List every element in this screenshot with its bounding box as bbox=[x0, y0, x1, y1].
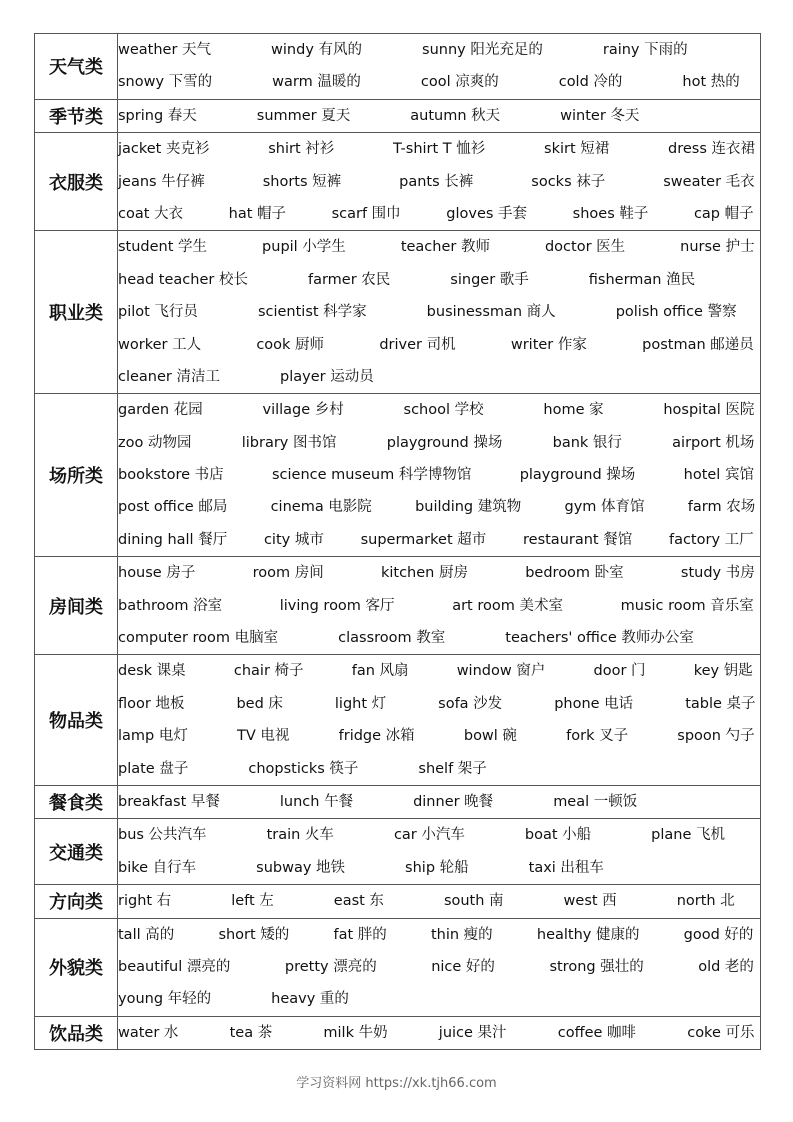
word-line bbox=[118, 951, 760, 983]
vocab-entry: gym 体育馆 bbox=[564, 499, 645, 516]
vocabulary-table-body bbox=[35, 34, 761, 1050]
vocab-entry: strong 强壮的 bbox=[549, 958, 644, 975]
vocab-entry: factory 工厂 bbox=[668, 531, 754, 548]
category-label: 外貌类 bbox=[35, 918, 118, 1016]
vocab-entry: bank 银行 bbox=[552, 434, 622, 451]
category-words bbox=[118, 394, 761, 557]
category-row bbox=[35, 1016, 761, 1049]
vocab-entry: plane 飞机 bbox=[651, 827, 725, 844]
vocab-entry: sunny 阳光充足的 bbox=[422, 42, 543, 58]
vocab-entry: driver 司机 bbox=[379, 336, 456, 353]
category-row bbox=[35, 918, 761, 1016]
vocab-entry: tea 茶 bbox=[229, 1024, 273, 1041]
vocab-entry: classroom 教室 bbox=[338, 630, 446, 647]
category-label: 饮品类 bbox=[35, 1016, 118, 1049]
word-line bbox=[118, 1017, 760, 1049]
vocab-entry: cinema 电影院 bbox=[270, 499, 372, 516]
category-label: 物品类 bbox=[35, 655, 118, 786]
word-line bbox=[118, 491, 760, 523]
vocab-entry: north 北 bbox=[676, 893, 735, 910]
word-line bbox=[118, 622, 760, 654]
vocab-entry: cap 帽子 bbox=[693, 205, 754, 222]
category-words bbox=[118, 918, 761, 1016]
vocab-entry: lamp 电灯 bbox=[118, 728, 188, 745]
word-line bbox=[118, 329, 760, 361]
vocab-entry: beautiful 漂亮的 bbox=[118, 958, 231, 975]
word-line bbox=[118, 459, 760, 491]
vocab-entry: spoon 勺子 bbox=[677, 728, 755, 745]
vocab-entry: village 乡村 bbox=[262, 402, 344, 419]
vocab-entry: heavy 重的 bbox=[271, 991, 349, 1008]
vocab-entry: room 房间 bbox=[252, 565, 324, 582]
vocab-entry: polish office 警察 bbox=[615, 304, 737, 321]
vocab-entry: airport 机场 bbox=[672, 434, 755, 451]
vocab-entry: fat 胖的 bbox=[333, 926, 387, 943]
category-words bbox=[118, 1016, 761, 1049]
category-words bbox=[118, 231, 761, 394]
vocab-entry: kitchen 厨房 bbox=[380, 565, 468, 582]
vocab-entry: bookstore 书店 bbox=[118, 467, 224, 484]
word-line bbox=[118, 231, 760, 263]
category-label: 天气类 bbox=[35, 34, 118, 100]
vocab-entry: snowy 下雪的 bbox=[118, 74, 213, 91]
category-row bbox=[35, 819, 761, 885]
category-row bbox=[35, 231, 761, 394]
vocab-entry: breakfast 早餐 bbox=[118, 793, 220, 810]
vocab-entry: garden 花园 bbox=[118, 402, 203, 419]
category-words bbox=[118, 655, 761, 786]
word-line bbox=[118, 655, 760, 687]
vocab-entry: summer 夏天 bbox=[256, 107, 351, 124]
category-row bbox=[35, 885, 761, 918]
word-line bbox=[118, 66, 760, 98]
vocab-entry: jeans 牛仔裤 bbox=[118, 173, 205, 190]
vocab-entry: table 桌子 bbox=[685, 695, 756, 712]
vocab-entry: winter 冬天 bbox=[560, 107, 640, 124]
vocab-entry: farmer 农民 bbox=[307, 271, 391, 288]
vocab-entry: good 好的 bbox=[683, 926, 754, 943]
vocab-entry: teachers' office 教师办公室 bbox=[505, 630, 694, 647]
vocab-entry: cold 冷的 bbox=[558, 74, 623, 91]
vocab-entry: science museum 科学博物馆 bbox=[271, 467, 472, 484]
vocab-entry: warm 温暖的 bbox=[272, 74, 361, 91]
vocab-entry: hot 热的 bbox=[682, 74, 740, 91]
vocab-entry: nurse 护士 bbox=[680, 239, 755, 256]
vocab-entry: cleaner 清洁工 bbox=[118, 368, 220, 385]
vocab-entry: coke 可乐 bbox=[687, 1024, 755, 1041]
word-line bbox=[118, 394, 760, 426]
vocab-entry: jacket 夹克衫 bbox=[118, 141, 210, 158]
vocab-entry: tall 高的 bbox=[118, 926, 175, 943]
category-words bbox=[118, 557, 761, 655]
vocab-entry: head teacher 校长 bbox=[118, 271, 248, 288]
vocab-entry: healthy 健康的 bbox=[536, 926, 640, 943]
vocab-entry: chopsticks 筷子 bbox=[248, 760, 359, 777]
word-line bbox=[118, 100, 760, 132]
vocab-entry: zoo 动物园 bbox=[118, 434, 192, 451]
vocab-entry: short 矮的 bbox=[218, 926, 290, 943]
category-label: 餐食类 bbox=[35, 785, 118, 818]
vocab-entry: restaurant 餐馆 bbox=[523, 531, 633, 548]
vocab-entry: school 学校 bbox=[403, 402, 484, 419]
vocab-entry: subway 地铁 bbox=[256, 859, 346, 876]
vocab-entry: spring 春天 bbox=[118, 107, 197, 124]
word-line bbox=[118, 819, 760, 851]
vocab-entry: fan 风扇 bbox=[351, 663, 409, 680]
word-line bbox=[118, 427, 760, 459]
vocab-entry: TV 电视 bbox=[237, 728, 290, 745]
vocab-entry: light 灯 bbox=[334, 695, 387, 712]
vocab-entry: weather 天气 bbox=[118, 42, 212, 58]
vocab-entry: key 钥匙 bbox=[693, 663, 753, 680]
vocab-entry: skirt 短裙 bbox=[544, 141, 610, 158]
word-line bbox=[118, 753, 760, 785]
word-line bbox=[118, 919, 760, 951]
vocab-entry: fisherman 渔民 bbox=[588, 271, 696, 288]
vocab-entry: meal 一顿饭 bbox=[553, 793, 638, 810]
vocab-entry: train 火车 bbox=[266, 827, 334, 844]
vocab-entry: post office 邮局 bbox=[118, 499, 228, 516]
word-line bbox=[118, 885, 760, 917]
category-row bbox=[35, 785, 761, 818]
category-row bbox=[35, 557, 761, 655]
vocab-entry: bathroom 浴室 bbox=[118, 597, 223, 614]
vocab-entry: fork 叉子 bbox=[566, 728, 629, 745]
vocab-entry: playground 操场 bbox=[386, 434, 503, 451]
vocab-entry: chair 椅子 bbox=[233, 663, 304, 680]
vocab-entry: pants 长裤 bbox=[399, 173, 474, 190]
category-label: 衣服类 bbox=[35, 133, 118, 231]
vocab-entry: south 南 bbox=[443, 893, 504, 910]
vocab-entry: phone 电话 bbox=[554, 695, 634, 712]
category-row bbox=[35, 394, 761, 557]
vocab-entry: milk 牛奶 bbox=[323, 1024, 388, 1041]
vocab-entry: old 老的 bbox=[698, 958, 754, 975]
vocab-entry: computer room 电脑室 bbox=[118, 630, 279, 647]
vocab-entry: autumn 秋天 bbox=[410, 107, 501, 124]
word-line bbox=[118, 264, 760, 296]
vocab-entry: nice 好的 bbox=[431, 958, 495, 975]
word-line bbox=[118, 133, 760, 165]
category-words bbox=[118, 885, 761, 918]
word-line bbox=[118, 786, 760, 818]
vocab-entry: player 运动员 bbox=[280, 368, 374, 385]
vocab-entry: scientist 科学家 bbox=[257, 304, 367, 321]
vocab-entry: taxi 出租车 bbox=[528, 859, 604, 876]
category-words bbox=[118, 34, 761, 100]
word-line bbox=[118, 361, 760, 393]
category-words bbox=[118, 819, 761, 885]
vocab-entry: shelf 架子 bbox=[418, 760, 487, 777]
vocab-entry: shirt 衬衫 bbox=[268, 141, 335, 158]
vocab-entry: music room 音乐室 bbox=[620, 597, 754, 614]
vocab-entry: supermarket 超市 bbox=[360, 531, 487, 548]
vocab-entry: young 年轻的 bbox=[118, 991, 212, 1008]
vocab-entry: sweater 毛衣 bbox=[663, 173, 755, 190]
vocab-entry: coat 大衣 bbox=[118, 205, 184, 222]
vocab-entry: hotel 宾馆 bbox=[683, 467, 754, 484]
vocab-entry: fridge 冰箱 bbox=[338, 728, 415, 745]
vocab-entry: writer 作家 bbox=[510, 336, 587, 353]
vocab-entry: ship 轮船 bbox=[405, 859, 469, 876]
vocab-entry: building 建筑物 bbox=[415, 499, 522, 516]
vocab-entry: bus 公共汽车 bbox=[118, 827, 207, 844]
vocab-entry: doctor 医生 bbox=[544, 239, 626, 256]
category-row bbox=[35, 99, 761, 132]
category-row bbox=[35, 133, 761, 231]
vocab-entry: bike 自行车 bbox=[118, 859, 197, 876]
vocab-entry: hospital 医院 bbox=[663, 402, 755, 419]
category-label: 房间类 bbox=[35, 557, 118, 655]
vocab-entry: gloves 手套 bbox=[446, 205, 528, 222]
word-line bbox=[118, 198, 760, 230]
vocab-entry: door 门 bbox=[593, 663, 646, 680]
word-line bbox=[118, 34, 760, 66]
vocab-entry: art room 美术室 bbox=[452, 597, 563, 614]
word-line bbox=[118, 852, 760, 884]
vocab-entry: right 右 bbox=[118, 893, 172, 910]
category-words bbox=[118, 785, 761, 818]
vocab-entry: dining hall 餐厅 bbox=[118, 531, 228, 548]
word-line bbox=[118, 688, 760, 720]
vocab-entry: pretty 漂亮的 bbox=[284, 958, 377, 975]
category-words bbox=[118, 133, 761, 231]
vocab-entry: city 城市 bbox=[263, 531, 324, 548]
vocab-entry: dinner 晚餐 bbox=[413, 793, 494, 810]
vocab-entry: student 学生 bbox=[118, 239, 208, 256]
vocab-entry: bowl 碗 bbox=[463, 728, 517, 745]
vocab-entry: scarf 围巾 bbox=[331, 205, 401, 222]
vocab-entry: socks 袜子 bbox=[531, 173, 606, 190]
word-line bbox=[118, 983, 760, 1015]
vocab-entry: library 图书馆 bbox=[241, 434, 337, 451]
vocab-entry: worker 工人 bbox=[118, 336, 202, 353]
vocab-entry: singer 歌手 bbox=[450, 271, 529, 288]
vocab-entry: floor 地板 bbox=[118, 695, 185, 712]
vocab-entry: thin 瘦的 bbox=[430, 926, 493, 943]
vocab-entry: cook 厨师 bbox=[256, 336, 325, 353]
vocab-entry: west 西 bbox=[563, 893, 617, 910]
vocab-entry: juice 果汁 bbox=[438, 1024, 507, 1041]
vocab-entry: farm 农场 bbox=[687, 499, 756, 516]
vocab-entry: bed 床 bbox=[236, 695, 283, 712]
vocab-entry: teacher 教师 bbox=[400, 239, 490, 256]
vocab-entry: window 窗户 bbox=[456, 663, 546, 680]
vocab-entry: plate 盘子 bbox=[118, 760, 189, 777]
vocab-entry: postman 邮递员 bbox=[642, 336, 754, 353]
vocab-entry: dress 连衣裙 bbox=[668, 141, 756, 158]
vocab-entry: study 书房 bbox=[680, 565, 755, 582]
vocabulary-table bbox=[34, 33, 761, 1050]
vocab-entry: shoes 鞋子 bbox=[572, 205, 649, 222]
word-line bbox=[118, 524, 760, 556]
word-line bbox=[118, 557, 760, 589]
category-label: 方向类 bbox=[35, 885, 118, 918]
word-line bbox=[118, 166, 760, 198]
category-label: 职业类 bbox=[35, 231, 118, 394]
category-label: 交通类 bbox=[35, 819, 118, 885]
vocab-entry: sofa 沙发 bbox=[438, 695, 503, 712]
vocab-entry: shorts 短裤 bbox=[262, 173, 342, 190]
vocab-entry: pupil 小学生 bbox=[262, 239, 346, 256]
vocab-entry: cool 凉爽的 bbox=[420, 74, 499, 91]
word-line bbox=[118, 296, 760, 328]
vocab-entry: left 左 bbox=[231, 893, 274, 910]
watermark: 学习资料网 https://xk.tjh66.com bbox=[296, 1076, 497, 1091]
word-line bbox=[118, 720, 760, 752]
vocab-entry: house 房子 bbox=[118, 565, 196, 582]
vocab-entry: T-shirt T 恤衫 bbox=[393, 141, 486, 158]
word-line bbox=[118, 590, 760, 622]
vocab-entry: businessman 商人 bbox=[426, 304, 556, 321]
vocab-entry: car 小汽车 bbox=[393, 827, 465, 844]
vocab-entry: desk 课桌 bbox=[118, 663, 186, 680]
category-row bbox=[35, 655, 761, 786]
vocab-entry: home 家 bbox=[543, 402, 604, 419]
vocab-entry: bedroom 卧室 bbox=[525, 565, 624, 582]
category-words bbox=[118, 99, 761, 132]
vocab-entry: hat 帽子 bbox=[228, 205, 286, 222]
category-label: 季节类 bbox=[35, 99, 118, 132]
vocab-entry: living room 客厅 bbox=[279, 597, 395, 614]
vocab-entry: lunch 午餐 bbox=[279, 793, 354, 810]
category-row bbox=[35, 34, 761, 100]
vocab-entry: playground 操场 bbox=[519, 467, 636, 484]
vocab-entry: pilot 飞行员 bbox=[118, 304, 198, 321]
vocab-entry: east 东 bbox=[333, 893, 384, 910]
vocab-entry: water 水 bbox=[118, 1024, 179, 1041]
vocab-entry: windy 有风的 bbox=[271, 42, 363, 58]
vocab-entry: coffee 咖啡 bbox=[557, 1024, 637, 1041]
vocab-entry: boat 小船 bbox=[524, 827, 592, 844]
vocab-entry: rainy 下雨的 bbox=[602, 42, 688, 58]
category-label: 场所类 bbox=[35, 394, 118, 557]
